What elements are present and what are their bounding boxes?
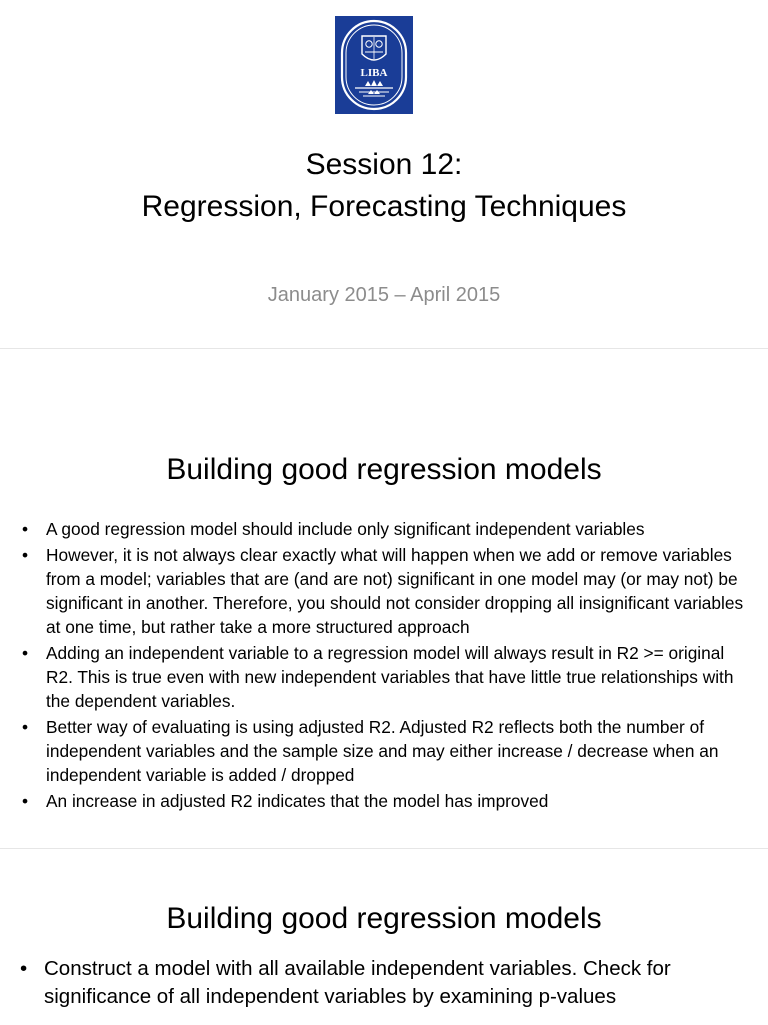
bullet-text: An increase in adjusted R2 indicates that the model has improved	[46, 791, 549, 811]
bullet-item	[22, 517, 746, 541]
bullet-icon: •	[22, 791, 29, 811]
bullet-text: Better way of evaluating is using adjusted R2. Adjusted R2 reflects both the number of independent variables and the sample size and may either increase / decrease when an independent variable is added / dropped	[46, 717, 719, 785]
bullet-text: Construct a model with all available independent variables. Check for significance of all independent variables by examining p-values	[44, 957, 671, 1008]
title-line-2: Regression, Forecasting Techniques	[141, 190, 627, 223]
liba-logo	[335, 16, 413, 114]
bullet-icon: •	[22, 519, 29, 539]
bullet-list	[20, 955, 750, 1017]
bullet-item	[22, 715, 746, 787]
logo-wordmark: LIBA	[360, 67, 388, 79]
session-title	[0, 144, 768, 228]
content-slide	[0, 848, 768, 1025]
bullet-item	[20, 955, 750, 1011]
bullet-icon: •	[22, 717, 29, 737]
content-slide	[0, 348, 768, 849]
bullet-text: A good regression model should include only significant independent variables	[46, 519, 645, 539]
slide-heading: Building good regression models	[166, 902, 602, 935]
slide-heading: Building good regression models	[166, 453, 602, 486]
title-slide	[0, 0, 768, 348]
bullet-icon: •	[20, 957, 28, 980]
bullet-item	[22, 789, 746, 813]
bullet-text: However, it is not always clear exactly what will happen when we add or remove variables from a model; variables that are (and are not) significant in one model may (or may not) be significant in another. Therefore, you should not consider dropping all insignificant variables at one time, but rather take a more structured approach	[46, 545, 744, 637]
bullet-item	[22, 641, 746, 713]
bullet-list	[22, 517, 746, 815]
bullet-icon: •	[22, 643, 29, 663]
title-line-1: Session 12:	[305, 148, 463, 181]
date-range: January 2015 – April 2015	[267, 284, 501, 306]
bullet-icon: •	[22, 545, 29, 565]
bullet-item	[22, 543, 746, 639]
bullet-text: Adding an independent variable to a regression model will always result in R2 >= original R2. This is true even with new independent variables that have little true relationships with the dependent variables.	[46, 643, 734, 711]
